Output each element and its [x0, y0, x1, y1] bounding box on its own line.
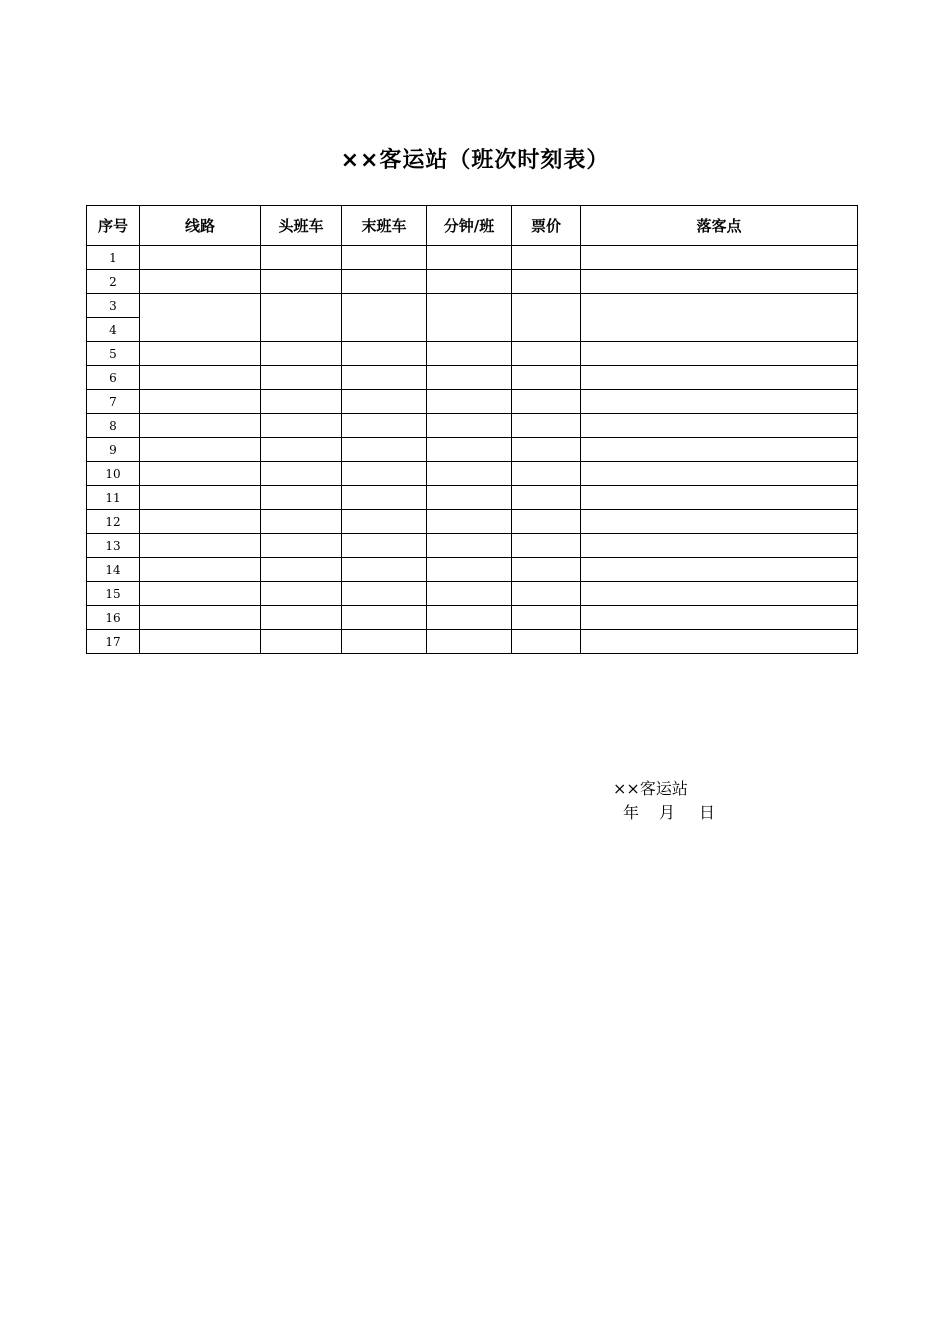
row-number: 3 — [87, 294, 140, 318]
interval-cell[interactable] — [427, 462, 512, 486]
dropoff-cell[interactable] — [581, 294, 858, 342]
first-bus-cell[interactable] — [261, 390, 342, 414]
interval-cell[interactable] — [427, 510, 512, 534]
signature-date — [613, 801, 715, 825]
date-year: 年 — [623, 803, 640, 822]
route-cell[interactable] — [140, 270, 261, 294]
first-bus-cell[interactable] — [261, 366, 342, 390]
table-row — [87, 606, 858, 630]
dropoff-cell[interactable] — [581, 510, 858, 534]
timetable — [86, 205, 858, 654]
table-row — [87, 582, 858, 606]
row-number: 2 — [87, 270, 140, 294]
interval-cell[interactable] — [427, 558, 512, 582]
fare-cell[interactable] — [512, 606, 581, 630]
header-interval: 分钟/班 — [427, 206, 512, 246]
dropoff-cell[interactable] — [581, 366, 858, 390]
dropoff-cell[interactable] — [581, 486, 858, 510]
header-last-bus: 末班车 — [342, 206, 427, 246]
dropoff-cell[interactable] — [581, 582, 858, 606]
first-bus-cell[interactable] — [261, 438, 342, 462]
dropoff-cell[interactable] — [581, 558, 858, 582]
last-bus-cell[interactable] — [342, 438, 427, 462]
last-bus-cell[interactable] — [342, 510, 427, 534]
route-cell[interactable] — [140, 486, 261, 510]
dropoff-cell[interactable] — [581, 246, 858, 270]
route-cell[interactable] — [140, 246, 261, 270]
route-cell[interactable] — [140, 606, 261, 630]
dropoff-cell[interactable] — [581, 414, 858, 438]
table-row — [87, 366, 858, 390]
route-cell[interactable] — [140, 630, 261, 654]
fare-cell[interactable] — [512, 366, 581, 390]
route-cell[interactable] — [140, 462, 261, 486]
last-bus-cell[interactable] — [342, 462, 427, 486]
first-bus-cell[interactable] — [261, 510, 342, 534]
table-row — [87, 246, 858, 270]
row-number: 16 — [87, 606, 140, 630]
interval-cell[interactable] — [427, 342, 512, 366]
fare-cell[interactable] — [512, 534, 581, 558]
first-bus-cell[interactable] — [261, 486, 342, 510]
interval-cell[interactable] — [427, 438, 512, 462]
fare-cell[interactable] — [512, 294, 581, 342]
fare-cell[interactable] — [512, 414, 581, 438]
fare-cell[interactable] — [512, 342, 581, 366]
fare-cell[interactable] — [512, 246, 581, 270]
row-number: 10 — [87, 462, 140, 486]
dropoff-cell[interactable] — [581, 534, 858, 558]
row-number: 1 — [87, 246, 140, 270]
header-route: 线路 — [140, 206, 261, 246]
fare-cell[interactable] — [512, 582, 581, 606]
row-number: 8 — [87, 414, 140, 438]
row-number: 9 — [87, 438, 140, 462]
interval-cell[interactable] — [427, 246, 512, 270]
last-bus-cell[interactable] — [342, 342, 427, 366]
dropoff-cell[interactable] — [581, 606, 858, 630]
row-number: 12 — [87, 510, 140, 534]
interval-cell[interactable] — [427, 486, 512, 510]
first-bus-cell[interactable] — [261, 294, 342, 342]
first-bus-cell[interactable] — [261, 558, 342, 582]
table-row — [87, 558, 858, 582]
signature-station: ××客运站 — [613, 779, 688, 798]
table-row — [87, 414, 858, 438]
route-cell[interactable] — [140, 534, 261, 558]
header-first-bus: 头班车 — [261, 206, 342, 246]
row-number: 15 — [87, 582, 140, 606]
interval-cell[interactable] — [427, 582, 512, 606]
interval-cell[interactable] — [427, 294, 512, 342]
header-index: 序号 — [87, 206, 140, 246]
row-number: 4 — [87, 318, 140, 342]
dropoff-cell[interactable] — [581, 390, 858, 414]
last-bus-cell[interactable] — [342, 606, 427, 630]
fare-cell[interactable] — [512, 270, 581, 294]
table-row — [87, 534, 858, 558]
route-cell[interactable] — [140, 294, 261, 342]
route-cell[interactable] — [140, 438, 261, 462]
fare-cell[interactable] — [512, 486, 581, 510]
fare-cell[interactable] — [512, 462, 581, 486]
date-month: 月 — [659, 803, 676, 822]
last-bus-cell[interactable] — [342, 294, 427, 342]
table-row — [87, 390, 858, 414]
signature-block — [613, 777, 715, 825]
header-row — [87, 206, 858, 246]
row-number: 11 — [87, 486, 140, 510]
last-bus-cell[interactable] — [342, 558, 427, 582]
interval-cell[interactable] — [427, 414, 512, 438]
row-number: 17 — [87, 630, 140, 654]
interval-cell[interactable] — [427, 270, 512, 294]
route-cell[interactable] — [140, 342, 261, 366]
first-bus-cell[interactable] — [261, 630, 342, 654]
header-dropoff: 落客点 — [581, 206, 858, 246]
table-row — [87, 486, 858, 510]
table-row — [87, 438, 858, 462]
route-cell[interactable] — [140, 510, 261, 534]
interval-cell[interactable] — [427, 630, 512, 654]
fare-cell[interactable] — [512, 438, 581, 462]
first-bus-cell[interactable] — [261, 582, 342, 606]
dropoff-cell[interactable] — [581, 438, 858, 462]
table-row — [87, 510, 858, 534]
route-cell[interactable] — [140, 414, 261, 438]
row-number: 5 — [87, 342, 140, 366]
table-row — [87, 462, 858, 486]
last-bus-cell[interactable] — [342, 366, 427, 390]
first-bus-cell[interactable] — [261, 414, 342, 438]
fare-cell[interactable] — [512, 630, 581, 654]
row-number: 6 — [87, 366, 140, 390]
dropoff-cell[interactable] — [581, 342, 858, 366]
first-bus-cell[interactable] — [261, 534, 342, 558]
last-bus-cell[interactable] — [342, 630, 427, 654]
table-row — [87, 342, 858, 366]
table-row — [87, 294, 858, 318]
last-bus-cell[interactable] — [342, 246, 427, 270]
last-bus-cell[interactable] — [342, 390, 427, 414]
interval-cell[interactable] — [427, 606, 512, 630]
row-number: 7 — [87, 390, 140, 414]
interval-cell[interactable] — [427, 390, 512, 414]
row-number: 14 — [87, 558, 140, 582]
route-cell[interactable] — [140, 582, 261, 606]
route-cell[interactable] — [140, 366, 261, 390]
table-row — [87, 270, 858, 294]
first-bus-cell[interactable] — [261, 462, 342, 486]
date-day: 日 — [699, 803, 716, 822]
last-bus-cell[interactable] — [342, 486, 427, 510]
page-title: ××客运站（班次时刻表） — [340, 148, 610, 173]
route-cell[interactable] — [140, 558, 261, 582]
dropoff-cell[interactable] — [581, 462, 858, 486]
first-bus-cell[interactable] — [261, 606, 342, 630]
last-bus-cell[interactable] — [342, 582, 427, 606]
fare-cell[interactable] — [512, 558, 581, 582]
dropoff-cell[interactable] — [581, 630, 858, 654]
table-row — [87, 630, 858, 654]
last-bus-cell[interactable] — [342, 414, 427, 438]
fare-cell[interactable] — [512, 510, 581, 534]
interval-cell[interactable] — [427, 534, 512, 558]
last-bus-cell[interactable] — [342, 534, 427, 558]
first-bus-cell[interactable] — [261, 246, 342, 270]
last-bus-cell[interactable] — [342, 270, 427, 294]
row-number: 13 — [87, 534, 140, 558]
interval-cell[interactable] — [427, 366, 512, 390]
header-fare: 票价 — [512, 206, 581, 246]
dropoff-cell[interactable] — [581, 270, 858, 294]
fare-cell[interactable] — [512, 390, 581, 414]
route-cell[interactable] — [140, 390, 261, 414]
first-bus-cell[interactable] — [261, 342, 342, 366]
first-bus-cell[interactable] — [261, 270, 342, 294]
